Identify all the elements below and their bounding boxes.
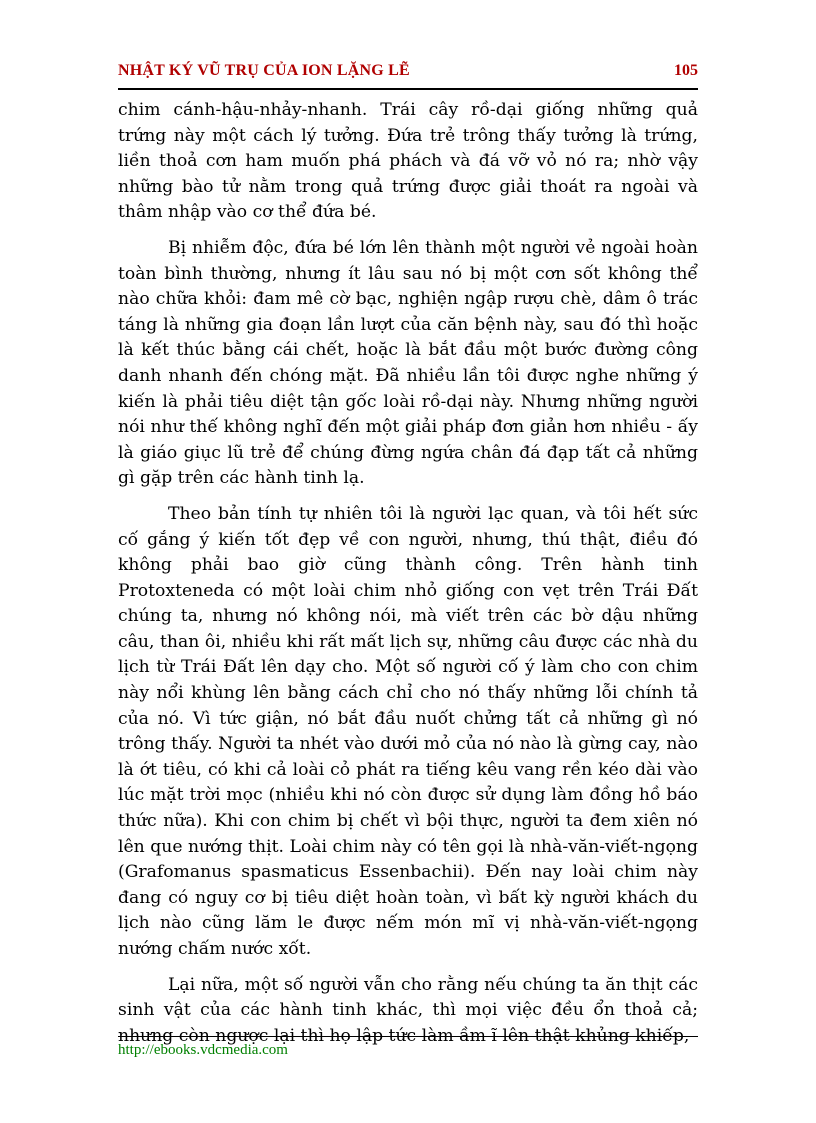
book-title: NHẬT KÝ VŨ TRỤ CỦA ION LẶNG LẼ xyxy=(118,62,410,79)
paragraph: Theo bản tính tự nhiên tôi là người lạc quan, và tôi hết sức cố gắng ý kiến tốt đẹp về con người, nhưng, thú thật, điều đó không phải bao giờ cũng thành công. Trên hành tinh Protoxteneda có một loài chim nhỏ giống con vẹt trên Trái Đất chúng ta, nhưng nó không nói, mà viết trên các bờ dậu những câu, than ôi, nhiều khi rất mất lịch sự, những câu được các nhà du lịch từ Trái Đất lên dạy cho. Một số người cố ý làm cho con chim này nổi khùng lên bằng cách chỉ cho nó thấy những lỗi chính tả của nó. Vì tức giận, nó bắt đầu nuốt chửng tất cả những gì nó trông thấy. Người ta nhét vào dưới mỏ của nó nào là gừng cay, nào là ớt tiêu, có khi cả loài cỏ phát ra tiếng kêu vang rền kéo dài vào lúc mặt trời mọc (nhiều khi nó còn được sử dụng làm đồng hồ báo thức nữa). Khi con chim bị chết vì bội thực, người ta đem xiên nó lên que nướng thịt. Loài chim này có tên gọi là nhà-văn-viết-ngọng (Grafomanus spasmaticus Essenbachii). Đến nay loài chim này đang có nguy cơ bị tiêu diệt hoàn toàn, vì bất kỳ người khách du lịch nào cũng lăm le được nếm món mĩ vị nhà-văn-viết-ngọng nướng chấm nước xốt. xyxy=(118,503,698,959)
page-number: 105 xyxy=(674,62,698,79)
running-header xyxy=(118,58,698,90)
paragraph: Bị nhiễm độc, đứa bé lớn lên thành một người vẻ ngoài hoàn toàn bình thường, nhưng ít lâu sau nó bị một cơn sốt không thể nào chữa khỏi: đam mê cờ bạc, nghiện ngập rượu chè, dâm ô trác táng là những gia đoạn lần lượt của căn bệnh này, sau đó thì hoặc là kết thúc bằng cái chết, hoặc là bắt đầu một bước đường công danh nhanh đến chóng mặt. Đã nhiều lần tôi được nghe những ý kiến là phải tiêu diệt tận gốc loài rồ-dại này. Nhưng những người nói như thế không nghĩ đến một giải pháp đơn giản hơn nhiều - ấy là giáo giục lũ trẻ để chúng đừng ngứa chân đá đạp tất cả những gì gặp trên các hành tinh lạ. xyxy=(118,237,698,489)
body-text xyxy=(118,98,698,1059)
paragraph-continuation: chim cánh-hậu-nhảy-nhanh. Trái cây rồ-dại giống những quả trứng này một cách lý tưởng. Đứa trẻ trông thấy tưởng là trứng, liền thoả cơn ham muốn phá phách và đá vỡ vỏ nó ra; nhờ vậy những bào tử nằm trong quả trứng được giải thoát ra ngoài và thâm nhập vào cơ thể đứa bé. xyxy=(118,100,698,223)
footer xyxy=(118,1036,698,1059)
paragraph: Lại nữa, một số người vẫn cho rằng nếu chúng ta ăn thịt các sinh vật của các hành tinh khác, thì mọi việc đều ổn thoả cả; nhưng còn ngược lại thì họ lập tức làm ầm ĩ lên thật khủng khiếp, xyxy=(118,974,698,1046)
footer-url-link[interactable]: http://ebooks.vdcmedia.com xyxy=(118,1042,288,1058)
